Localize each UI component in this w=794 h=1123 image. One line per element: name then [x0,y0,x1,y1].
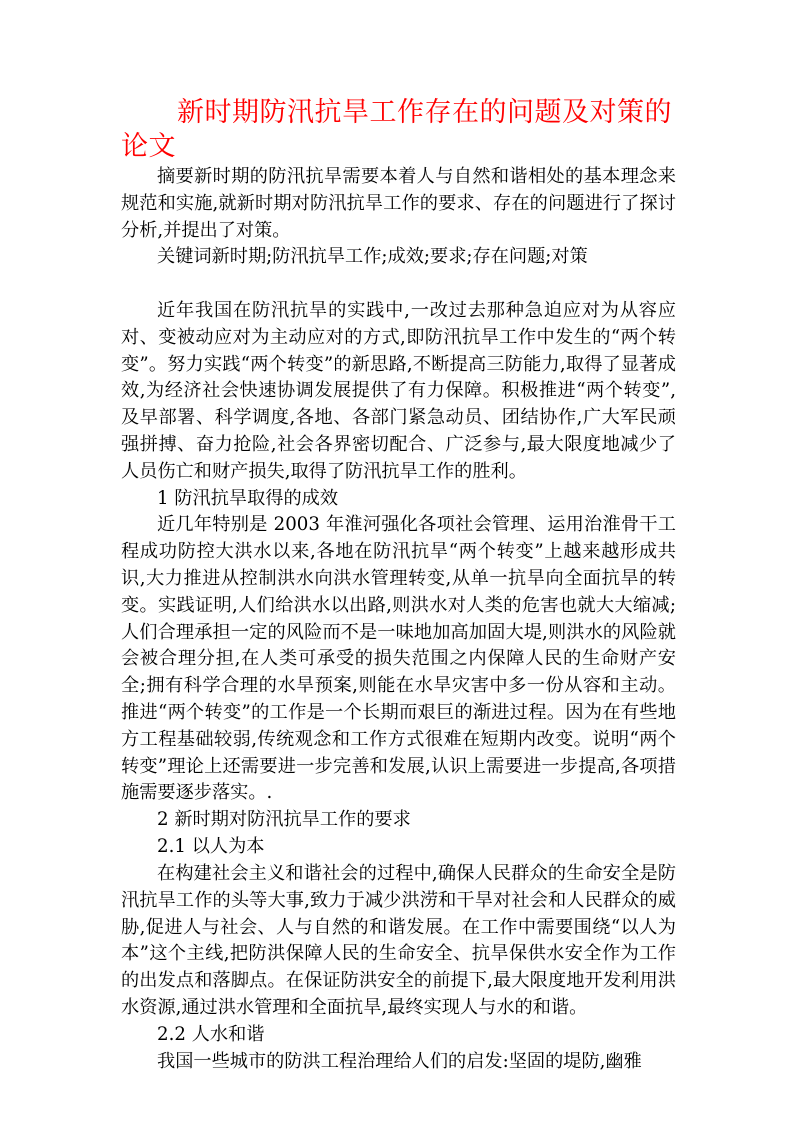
section-1-heading: 1 防汛抗旱取得的成效 [157,487,339,509]
section-2-heading: 2 新时期对防汛抗旱工作的要求 [157,809,411,831]
section-2-1-paragraph: 在构建社会主义和谐社会的过程中,确保人民群众的生命安全是防汛抗旱工作的头等大事,致力于减少洪涝和干旱对社会和人民群众的威胁,促进人与社会、人与自然的和谐发展。在工作中需要围绕“以人为本”这个主线,把防洪保障人民的生命安全、抗旱保供水安全作为工作的出发点和落脚点。在保证防洪安全的前提下,最大限度地开发利用洪水资源,通过洪水管理和全面抗旱,最终实现人与水的和谐。 [121,862,676,1018]
abstract-paragraph: 摘要新时期的防汛抗旱需要本着人与自然和谐相处的基本理念来规范和实施,就新时期对防汛抗旱工作的要求、存在的问题进行了探讨分析,并提出了对策。 [121,166,676,241]
document-page [121,96,676,1076]
blank-line [121,271,676,298]
section-2-2-heading: 2.2 人水和谐 [157,1023,265,1045]
intro-paragraph: 近年我国在防汛抗旱的实践中,一改过去那种急迫应对为从容应对、变被动应对为主动应对的方式,即防汛抗旱工作中发生的“两个转变”。努力实践“两个转变”的新思路,不断提高三防能力,取得了显著成效,为经济社会快速协调发展提供了有力保障。积极推进“两个转变”,及早部署、科学调度,各地、各部门紧急动员、团结协作,广大军民顽强拼搏、奋力抢险,社会各界密切配合、广泛参与,最大限度地减少了人员伤亡和财产损失,取得了防汛抗旱工作的胜利。 [121,299,676,482]
keywords-paragraph: 关键词新时期;防汛抗旱工作;成效;要求;存在问题;对策 [157,246,588,268]
document-title: 新时期防汛抗旱工作存在的问题及对策的论文 [121,97,672,162]
section-1-paragraph: 近几年特别是 2003 年淮河强化各项社会管理、运用治淮骨干工程成功防控大洪水以来,各地在防汛抗旱“两个转变”上越来越形成共识,大力推进从控制洪水向洪水管理转变,从单一抗旱向全面抗旱的转变。实践证明,人们给洪水以出路,则洪水对人类的危害也就大大缩减;人们合理承担一定的风险而不是一味地加高加固大堤,则洪水的风险就会被合理分担,在人类可承受的损失范围之内保障人民的生命财产安全;拥有科学合理的水旱预案,则能在水旱灾害中多一份从容和主动。推进“两个转变”的工作是一个长期而艰巨的渐进过程。因为在有些地方工程基础较弱,传统观念和工作方式很难在短期内改变。说明“两个转变”理论上还需要进一步完善和发展,认识上需要进一步提高,各项措施需要逐步落实。. [121,514,676,804]
section-2-1-heading: 2.1 以人为本 [157,835,265,857]
section-2-2-paragraph: 我国一些城市的防洪工程治理给人们的启发:坚固的堤防,幽雅 [157,1050,642,1072]
